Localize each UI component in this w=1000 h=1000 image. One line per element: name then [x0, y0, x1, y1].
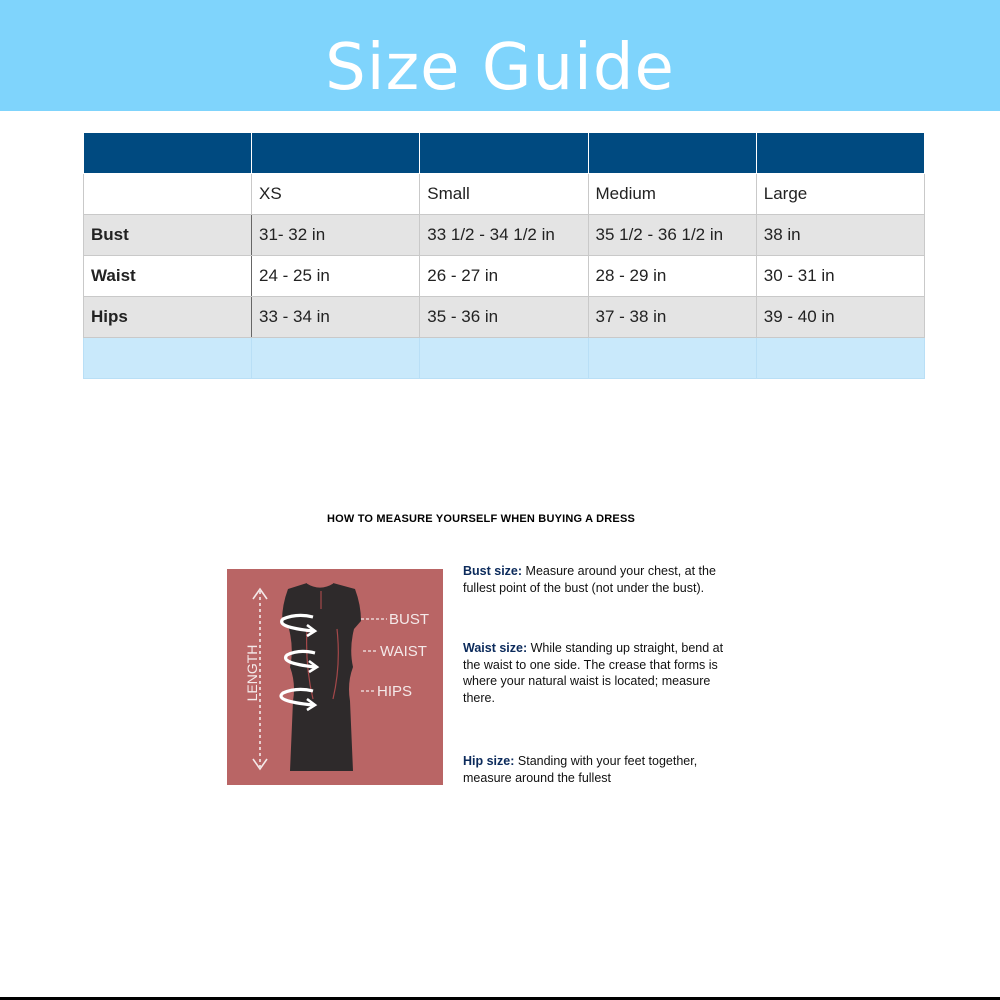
diagram-length-label: LENGTH: [244, 644, 260, 702]
dress-measurement-diagram: [227, 569, 443, 785]
size-table: [83, 132, 925, 379]
page-title: Size Guide: [325, 31, 675, 105]
footer-cell: [588, 338, 756, 379]
table-row-bust: [84, 215, 925, 256]
header-banner: [0, 0, 1000, 111]
hip-instruction-text: Standing with your feet together, measure around the fullest: [463, 754, 698, 785]
table-cell: 33 - 34 in: [252, 297, 420, 338]
size-header-xs: XS: [252, 174, 420, 215]
header-cell: [84, 133, 252, 174]
table-cell: 30 - 31 in: [756, 256, 924, 297]
table-row-hips: [84, 297, 925, 338]
bust-instruction-label: Bust size:: [463, 564, 523, 578]
table-footer-band: [84, 338, 925, 379]
table-row-waist: [84, 256, 925, 297]
row-label-hips: Hips: [84, 297, 252, 338]
footer-cell: [252, 338, 420, 379]
measure-section-title: HOW TO MEASURE YOURSELF WHEN BUYING A DRESS: [326, 513, 636, 525]
corner-cell: [84, 174, 252, 215]
footer-cell: [84, 338, 252, 379]
size-header-small: Small: [420, 174, 588, 215]
table-header-band: [84, 133, 925, 174]
table-cell: 38 in: [756, 215, 924, 256]
table-cell: 26 - 27 in: [420, 256, 588, 297]
header-cell: [252, 133, 420, 174]
size-header-medium: Medium: [588, 174, 756, 215]
hip-instruction: [463, 753, 725, 786]
row-label-waist: Waist: [84, 256, 252, 297]
dress-icon: [282, 583, 361, 771]
table-cell: 28 - 29 in: [588, 256, 756, 297]
table-cell: 24 - 25 in: [252, 256, 420, 297]
bust-instruction-text: Measure around your chest, at the fullest point of the bust (not under the bust).: [463, 564, 716, 595]
waist-instruction-label: Waist size:: [463, 641, 528, 655]
waist-instruction-text: While standing up straight, bend at the waist to one side. The crease that forms is where your natural waist is located; measure there.: [463, 641, 724, 705]
size-header-large: Large: [756, 174, 924, 215]
header-cell: [756, 133, 924, 174]
footer-cell: [420, 338, 588, 379]
table-cell: 31- 32 in: [252, 215, 420, 256]
diagram-bust-label: BUST: [389, 611, 430, 628]
diagram-waist-label: WAIST: [380, 643, 427, 660]
header-cell: [420, 133, 588, 174]
waist-instruction: [463, 640, 725, 706]
table-cell: 35 1/2 - 36 1/2 in: [588, 215, 756, 256]
table-cell: 39 - 40 in: [756, 297, 924, 338]
header-cell: [588, 133, 756, 174]
hip-instruction-label: Hip size:: [463, 754, 515, 768]
size-header-row: [84, 174, 925, 215]
table-cell: 37 - 38 in: [588, 297, 756, 338]
table-cell: 35 - 36 in: [420, 297, 588, 338]
diagram-hips-label: HIPS: [377, 683, 413, 700]
table-cell: 33 1/2 - 34 1/2 in: [420, 215, 588, 256]
footer-cell: [756, 338, 924, 379]
row-label-bust: Bust: [84, 215, 252, 256]
bust-instruction: [463, 563, 725, 596]
